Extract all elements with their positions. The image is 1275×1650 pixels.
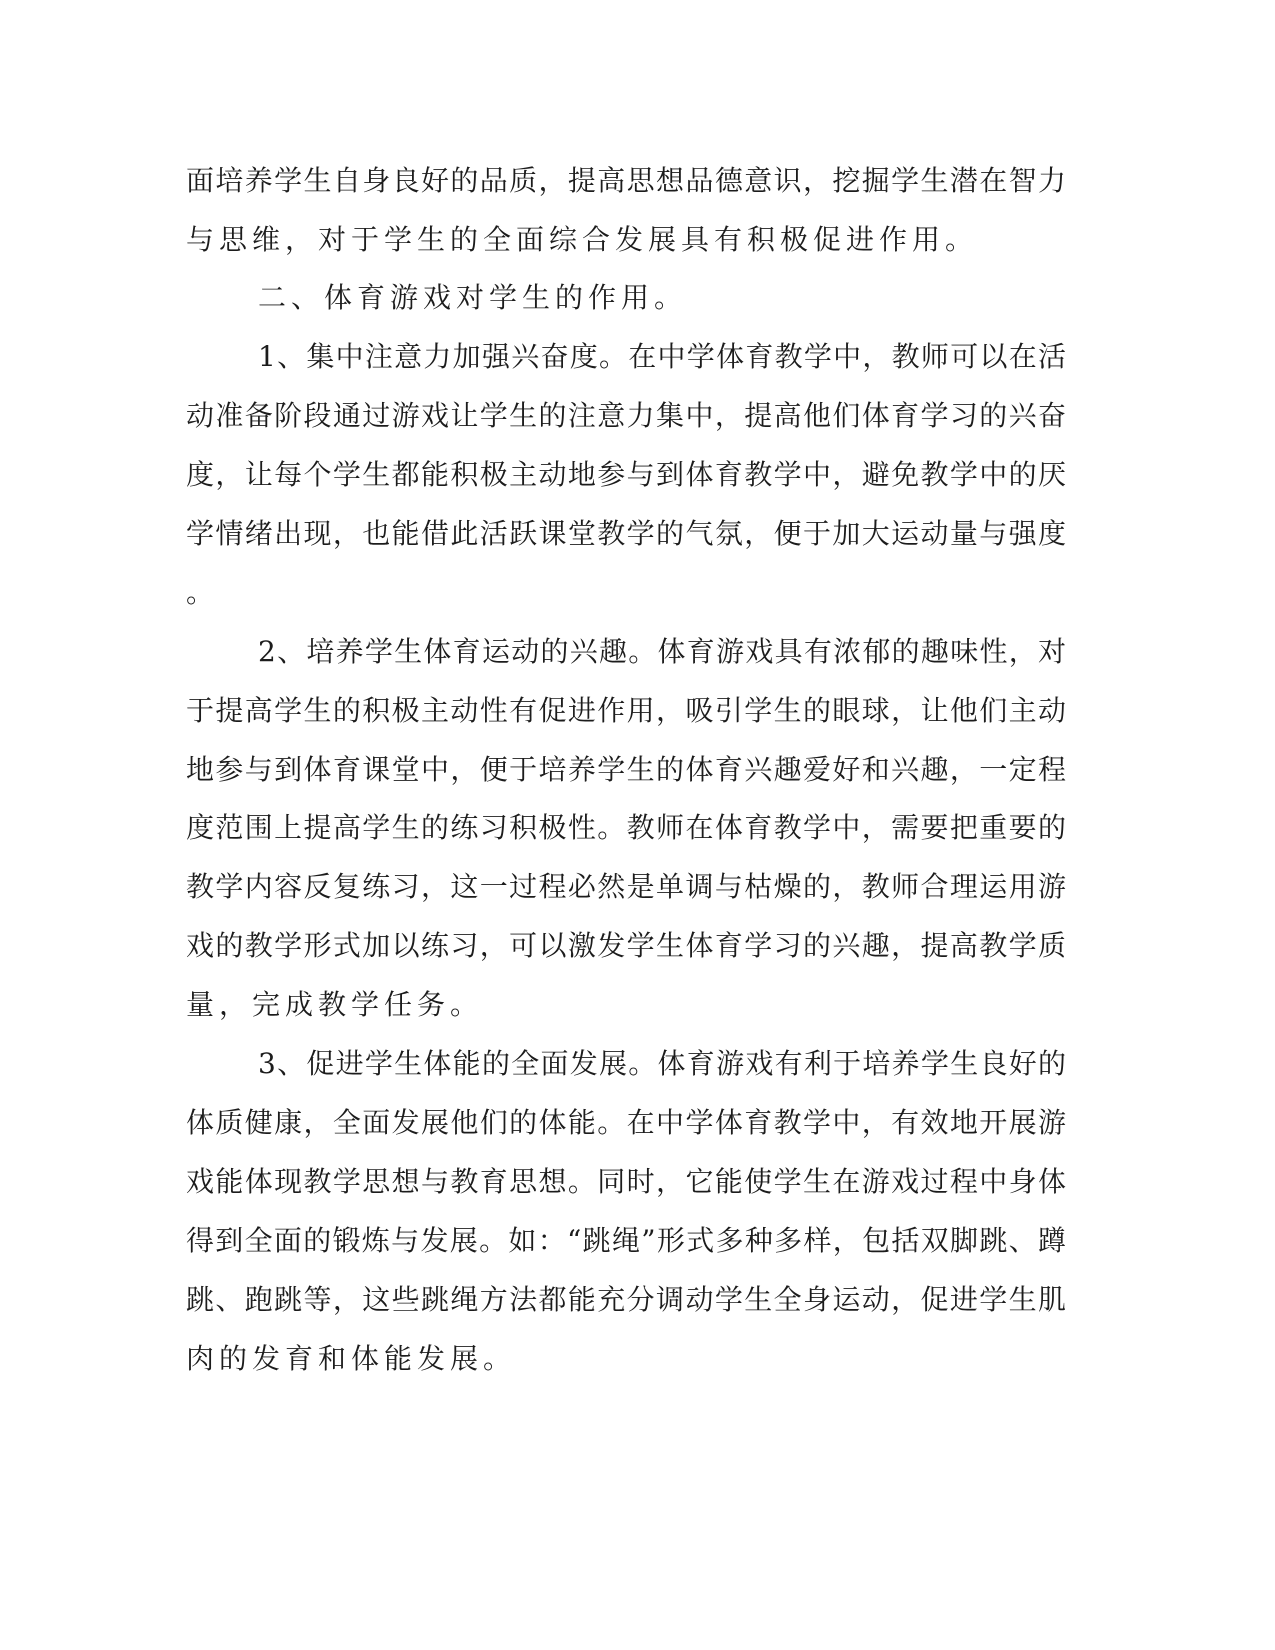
text-line: 与思维，对于学生的全面综合发展具有积极促进作用。 [186,223,979,256]
paragraph-3-first-line: 3、促进学生体能的全面发展。体育游戏有利于培养学生良好的 [258,1047,1066,1080]
text-line: 。 [186,576,220,609]
paragraph-2-first-line: 2、培养学生体育运动的兴趣。体育游戏具有浓郁的趣味性，对 [258,635,1066,668]
text-line: 动准备阶段通过游戏让学生的注意力集中，提高他们体育学习的兴奋 [186,399,1066,432]
text-line: 戏的教学形式加以练习，可以激发学生体育学习的兴趣，提高教学质 [186,929,1066,962]
text-line: 地参与到体育课堂中，便于培养学生的体育兴趣爱好和兴趣，一定程 [186,753,1066,786]
text-line: 度范围上提高学生的练习积极性。教师在体育教学中，需要把重要的 [186,811,1066,844]
paragraph-1-first-line: 1、集中注意力加强兴奋度。在中学体育教学中，教师可以在活 [258,340,1066,373]
text-line: 于提高学生的积极主动性有促进作用，吸引学生的眼球，让他们主动 [186,694,1066,727]
text-line: 得到全面的锻炼与发展。如：“跳绳”形式多种多样，包括双脚跳、蹲 [186,1224,1066,1257]
text-line: 教学内容反复练习，这一过程必然是单调与枯燥的，教师合理运用游 [186,870,1066,903]
text-line: 面培养学生自身良好的品质，提高思想品德意识，挖掘学生潜在智力 [186,164,1066,197]
text-line: 度，让每个学生都能积极主动地参与到体育教学中，避免教学中的厌 [186,458,1066,491]
section-heading: 二、体育游戏对学生的作用。 [258,281,688,314]
text-line: 学情绪出现，也能借此活跃课堂教学的气氛，便于加大运动量与强度 [186,517,1066,550]
text-line: 肉的发育和体能发展。 [186,1342,517,1375]
text-line: 戏能体现教学思想与教育思想。同时，它能使学生在游戏过程中身体 [186,1165,1066,1198]
text-line: 跳、跑跳等，这些跳绳方法都能充分调动学生全身运动，促进学生肌 [186,1283,1066,1316]
text-line: 量，完成教学任务。 [186,988,484,1021]
text-line: 体质健康，全面发展他们的体能。在中学体育教学中，有效地开展游 [186,1106,1066,1139]
